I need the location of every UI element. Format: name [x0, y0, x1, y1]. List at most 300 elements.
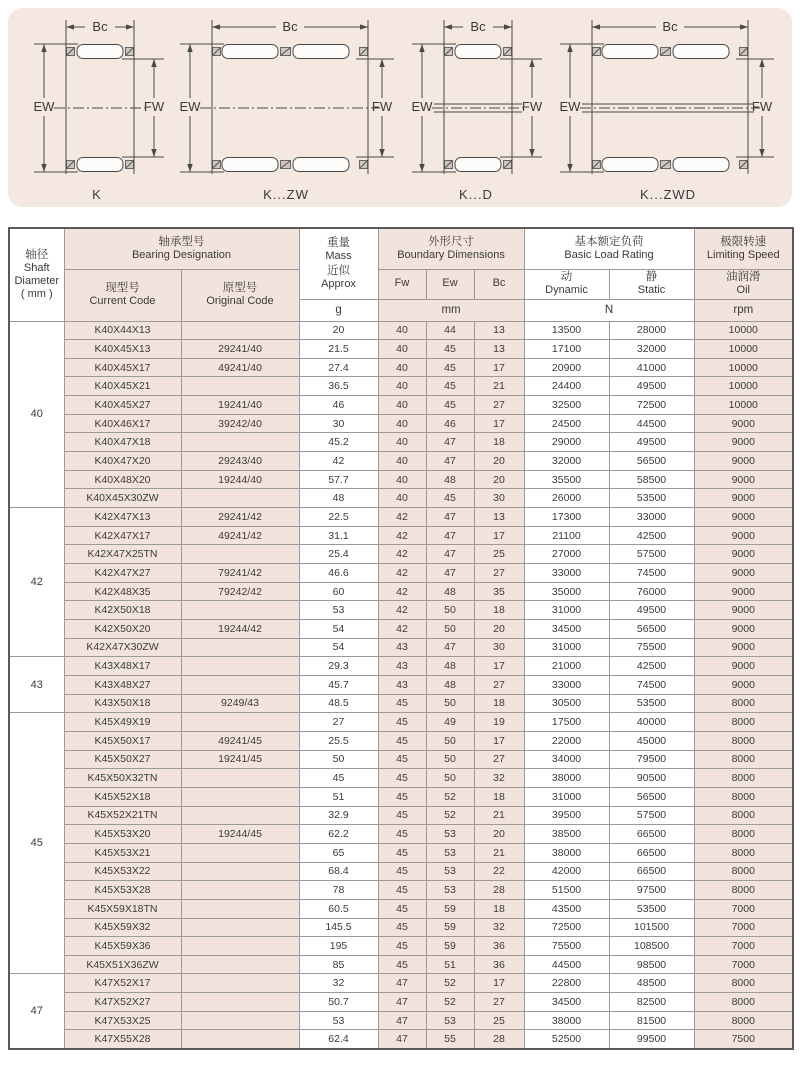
table-row	[9, 993, 793, 1012]
static-load-cell: 57500	[609, 545, 694, 564]
dynamic-load-cell: 30500	[524, 694, 609, 713]
header-bc: Bc	[474, 269, 524, 299]
fw-cell: 42	[378, 620, 426, 639]
fw-cell: 45	[378, 881, 426, 900]
dynamic-load-cell: 20900	[524, 358, 609, 377]
mass-cell: 62.2	[299, 825, 378, 844]
dynamic-load-cell: 34000	[524, 750, 609, 769]
mass-cell: 45	[299, 769, 378, 788]
original-code-cell: 29243/40	[181, 452, 299, 471]
mass-cell: 65	[299, 843, 378, 862]
bearing-table	[8, 227, 794, 1050]
dynamic-load-cell: 24500	[524, 414, 609, 433]
current-code-cell: K42X47X25TN	[64, 545, 181, 564]
limiting-speed-cell: 8000	[694, 862, 793, 881]
current-code-cell: K40X47X20	[64, 452, 181, 471]
limiting-speed-cell: 8000	[694, 993, 793, 1012]
dynamic-load-cell: 72500	[524, 918, 609, 937]
current-code-cell: K45X53X22	[64, 862, 181, 881]
diagram-caption: K...ZW	[263, 187, 309, 202]
original-code-cell	[181, 918, 299, 937]
mass-cell: 32.9	[299, 806, 378, 825]
fw-cell: 45	[378, 955, 426, 974]
current-code-cell: K40X45X13	[64, 340, 181, 359]
limiting-speed-cell: 8000	[694, 806, 793, 825]
current-code-cell: K40X45X17	[64, 358, 181, 377]
bc-cell: 27	[474, 396, 524, 415]
header-current-code: 现型号 Current Code	[64, 269, 181, 321]
ew-cell: 55	[426, 1030, 474, 1049]
header-static: 静 Static	[609, 269, 694, 299]
limiting-speed-cell: 9000	[694, 545, 793, 564]
dynamic-load-cell: 43500	[524, 899, 609, 918]
ew-cell: 46	[426, 414, 474, 433]
dynamic-load-cell: 17300	[524, 508, 609, 527]
original-code-cell: 49241/42	[181, 526, 299, 545]
ew-cell: 45	[426, 377, 474, 396]
static-load-cell: 82500	[609, 993, 694, 1012]
static-load-cell: 45000	[609, 731, 694, 750]
shaft-diameter-cell: 43	[9, 657, 64, 713]
dynamic-load-cell: 17100	[524, 340, 609, 359]
limiting-speed-cell: 10000	[694, 358, 793, 377]
original-code-cell	[181, 489, 299, 508]
limiting-speed-cell: 7000	[694, 937, 793, 956]
static-load-cell: 74500	[609, 564, 694, 583]
limiting-speed-cell: 8000	[694, 731, 793, 750]
mass-cell: 25.4	[299, 545, 378, 564]
dynamic-load-cell: 51500	[524, 881, 609, 900]
current-code-cell: K45X53X28	[64, 881, 181, 900]
fw-cell: 43	[378, 657, 426, 676]
limiting-speed-cell: 8000	[694, 825, 793, 844]
bc-cell: 18	[474, 694, 524, 713]
original-code-cell: 9249/43	[181, 694, 299, 713]
bc-cell: 36	[474, 955, 524, 974]
bc-cell: 20	[474, 620, 524, 639]
dynamic-load-cell: 34500	[524, 993, 609, 1012]
dynamic-load-cell: 75500	[524, 937, 609, 956]
original-code-cell: 49241/45	[181, 731, 299, 750]
fw-cell: 45	[378, 806, 426, 825]
dynamic-load-cell: 22800	[524, 974, 609, 993]
limiting-speed-cell: 9000	[694, 620, 793, 639]
current-code-cell: K45X49X19	[64, 713, 181, 732]
bc-cell: 20	[474, 825, 524, 844]
mass-cell: 21.5	[299, 340, 378, 359]
header-dynamic: 动 Dynamic	[524, 269, 609, 299]
limiting-speed-cell: 9000	[694, 489, 793, 508]
bc-cell: 17	[474, 526, 524, 545]
original-code-cell	[181, 881, 299, 900]
bc-cell: 20	[474, 470, 524, 489]
table-row	[9, 340, 793, 359]
dynamic-load-cell: 38000	[524, 1011, 609, 1030]
bc-cell: 17	[474, 731, 524, 750]
current-code-cell: K45X51X36ZW	[64, 955, 181, 974]
ew-cell: 45	[426, 340, 474, 359]
bearing-section-kzw-drawing	[172, 14, 400, 186]
table-row	[9, 881, 793, 900]
table-row	[9, 974, 793, 993]
original-code-cell: 19244/42	[181, 620, 299, 639]
ew-cell: 50	[426, 601, 474, 620]
dynamic-load-cell: 35500	[524, 470, 609, 489]
table-row	[9, 750, 793, 769]
static-load-cell: 53500	[609, 899, 694, 918]
mass-cell: 27.4	[299, 358, 378, 377]
original-code-cell	[181, 377, 299, 396]
table-row	[9, 899, 793, 918]
fw-cell: 40	[378, 489, 426, 508]
table-row	[9, 414, 793, 433]
static-load-cell: 32000	[609, 340, 694, 359]
current-code-cell: K40X45X27	[64, 396, 181, 415]
dim-label-bc: Bc	[282, 19, 298, 34]
figure-k-d	[400, 14, 552, 202]
current-code-cell: K40X45X30ZW	[64, 489, 181, 508]
static-load-cell: 66500	[609, 843, 694, 862]
ew-cell: 48	[426, 470, 474, 489]
mass-cell: 29.3	[299, 657, 378, 676]
mass-cell: 53	[299, 1011, 378, 1030]
original-code-cell	[181, 1030, 299, 1049]
limiting-speed-cell: 8000	[694, 974, 793, 993]
dynamic-load-cell: 22000	[524, 731, 609, 750]
current-code-cell: K45X50X17	[64, 731, 181, 750]
bc-cell: 21	[474, 806, 524, 825]
dynamic-load-cell: 17500	[524, 713, 609, 732]
dynamic-load-cell: 26000	[524, 489, 609, 508]
table-row	[9, 862, 793, 881]
static-load-cell: 42500	[609, 526, 694, 545]
dynamic-load-cell: 33000	[524, 564, 609, 583]
fw-cell: 45	[378, 825, 426, 844]
dynamic-load-cell: 29000	[524, 433, 609, 452]
fw-cell: 40	[378, 396, 426, 415]
original-code-cell	[181, 899, 299, 918]
original-code-cell: 19241/45	[181, 750, 299, 769]
ew-cell: 59	[426, 937, 474, 956]
dynamic-load-cell: 31000	[524, 638, 609, 657]
ew-cell: 47	[426, 526, 474, 545]
header-basic-load-rating: 基本额定负荷 Basic Load Rating	[524, 228, 694, 269]
table-row	[9, 694, 793, 713]
ew-cell: 48	[426, 657, 474, 676]
bc-cell: 32	[474, 769, 524, 788]
original-code-cell	[181, 657, 299, 676]
original-code-cell: 19244/45	[181, 825, 299, 844]
table-row	[9, 843, 793, 862]
current-code-cell: K40X45X21	[64, 377, 181, 396]
static-load-cell: 76000	[609, 582, 694, 601]
mass-cell: 27	[299, 713, 378, 732]
bc-cell: 25	[474, 545, 524, 564]
current-code-cell: K42X50X20	[64, 620, 181, 639]
current-code-cell: K42X47X27	[64, 564, 181, 583]
table-row	[9, 545, 793, 564]
header-oil: 油润滑 Oil	[694, 269, 793, 299]
table-row	[9, 825, 793, 844]
bc-cell: 13	[474, 321, 524, 340]
table-row	[9, 526, 793, 545]
fw-cell: 45	[378, 918, 426, 937]
limiting-speed-cell: 9000	[694, 414, 793, 433]
bc-cell: 17	[474, 414, 524, 433]
current-code-cell: K45X59X32	[64, 918, 181, 937]
table-row	[9, 1011, 793, 1030]
static-load-cell: 66500	[609, 825, 694, 844]
fw-cell: 40	[378, 358, 426, 377]
table-row	[9, 358, 793, 377]
fw-cell: 40	[378, 377, 426, 396]
mass-cell: 45.2	[299, 433, 378, 452]
bc-cell: 18	[474, 899, 524, 918]
bc-cell: 18	[474, 601, 524, 620]
fw-cell: 47	[378, 993, 426, 1012]
limiting-speed-cell: 9000	[694, 601, 793, 620]
bc-cell: 17	[474, 657, 524, 676]
fw-cell: 40	[378, 452, 426, 471]
current-code-cell: K43X50X18	[64, 694, 181, 713]
fw-cell: 40	[378, 414, 426, 433]
current-code-cell: K42X47X17	[64, 526, 181, 545]
dynamic-load-cell: 13500	[524, 321, 609, 340]
table-row	[9, 638, 793, 657]
table-row	[9, 713, 793, 732]
header-ew: Ew	[426, 269, 474, 299]
current-code-cell: K40X44X13	[64, 321, 181, 340]
mass-cell: 51	[299, 787, 378, 806]
bc-cell: 30	[474, 638, 524, 657]
table-row	[9, 396, 793, 415]
ew-cell: 45	[426, 489, 474, 508]
table-row	[9, 564, 793, 583]
limiting-speed-cell: 9000	[694, 470, 793, 489]
ew-cell: 52	[426, 806, 474, 825]
ew-cell: 47	[426, 545, 474, 564]
ew-cell: 53	[426, 825, 474, 844]
table-row	[9, 582, 793, 601]
mass-cell: 57.7	[299, 470, 378, 489]
original-code-cell	[181, 675, 299, 694]
ew-cell: 53	[426, 843, 474, 862]
mass-cell: 42	[299, 452, 378, 471]
dynamic-load-cell: 42000	[524, 862, 609, 881]
figure-k-zwd	[552, 14, 784, 202]
dynamic-load-cell: 27000	[524, 545, 609, 564]
limiting-speed-cell: 9000	[694, 452, 793, 471]
limiting-speed-cell: 8000	[694, 713, 793, 732]
mass-cell: 46.6	[299, 564, 378, 583]
bc-cell: 21	[474, 377, 524, 396]
figure-k-zw	[172, 14, 400, 202]
mass-cell: 20	[299, 321, 378, 340]
current-code-cell: K45X53X21	[64, 843, 181, 862]
limiting-speed-cell: 9000	[694, 433, 793, 452]
header-boundary-dimensions: 外形尺寸 Boundary Dimensions	[378, 228, 524, 269]
static-load-cell: 108500	[609, 937, 694, 956]
fw-cell: 45	[378, 769, 426, 788]
table-row	[9, 489, 793, 508]
original-code-cell: 79242/42	[181, 582, 299, 601]
table-row	[9, 601, 793, 620]
mass-cell: 46	[299, 396, 378, 415]
dim-label-ew: EW	[179, 99, 201, 114]
static-load-cell: 56500	[609, 620, 694, 639]
fw-cell: 47	[378, 974, 426, 993]
ew-cell: 53	[426, 862, 474, 881]
diagram-panel	[8, 8, 792, 207]
fw-cell: 42	[378, 601, 426, 620]
original-code-cell	[181, 769, 299, 788]
static-load-cell: 56500	[609, 787, 694, 806]
shaft-diameter-cell: 42	[9, 508, 64, 657]
original-code-cell: 39242/40	[181, 414, 299, 433]
fw-cell: 40	[378, 321, 426, 340]
dim-label-ew: EW	[411, 99, 433, 114]
limiting-speed-cell: 10000	[694, 377, 793, 396]
original-code-cell	[181, 545, 299, 564]
bc-cell: 32	[474, 918, 524, 937]
ew-cell: 45	[426, 358, 474, 377]
original-code-cell	[181, 843, 299, 862]
current-code-cell: K42X47X30ZW	[64, 638, 181, 657]
limiting-speed-cell: 8000	[694, 1011, 793, 1030]
table-row	[9, 321, 793, 340]
original-code-cell: 49241/40	[181, 358, 299, 377]
figure-k	[22, 14, 172, 202]
fw-cell: 45	[378, 713, 426, 732]
ew-cell: 49	[426, 713, 474, 732]
mass-cell: 30	[299, 414, 378, 433]
table-row	[9, 955, 793, 974]
bc-cell: 17	[474, 974, 524, 993]
ew-cell: 59	[426, 899, 474, 918]
fw-cell: 42	[378, 564, 426, 583]
limiting-speed-cell: 7000	[694, 918, 793, 937]
static-load-cell: 57500	[609, 806, 694, 825]
dim-label-bc: Bc	[470, 19, 486, 34]
ew-cell: 47	[426, 452, 474, 471]
current-code-cell: K40X47X18	[64, 433, 181, 452]
dynamic-load-cell: 33000	[524, 675, 609, 694]
shaft-diameter-cell: 40	[9, 321, 64, 508]
ew-cell: 52	[426, 787, 474, 806]
ew-cell: 50	[426, 620, 474, 639]
mass-cell: 62.4	[299, 1030, 378, 1049]
mass-cell: 78	[299, 881, 378, 900]
original-code-cell	[181, 713, 299, 732]
dynamic-load-cell: 24400	[524, 377, 609, 396]
fw-cell: 45	[378, 862, 426, 881]
current-code-cell: K47X53X25	[64, 1011, 181, 1030]
limiting-speed-cell: 8000	[694, 787, 793, 806]
ew-cell: 45	[426, 396, 474, 415]
fw-cell: 45	[378, 787, 426, 806]
ew-cell: 50	[426, 694, 474, 713]
mass-cell: 145.5	[299, 918, 378, 937]
bc-cell: 28	[474, 881, 524, 900]
limiting-speed-cell: 7000	[694, 955, 793, 974]
mass-cell: 50	[299, 750, 378, 769]
dynamic-load-cell: 31000	[524, 787, 609, 806]
static-load-cell: 33000	[609, 508, 694, 527]
static-load-cell: 49500	[609, 433, 694, 452]
dim-label-bc: Bc	[662, 19, 678, 34]
mass-cell: 85	[299, 955, 378, 974]
dynamic-load-cell: 31000	[524, 601, 609, 620]
header-bearing-designation: 轴承型号 Bearing Designation	[64, 228, 299, 269]
table-row	[9, 620, 793, 639]
bc-cell: 28	[474, 1030, 524, 1049]
table-row	[9, 1030, 793, 1049]
fw-cell: 42	[378, 526, 426, 545]
ew-cell: 44	[426, 321, 474, 340]
table-row	[9, 937, 793, 956]
static-load-cell: 48500	[609, 974, 694, 993]
original-code-cell: 29241/40	[181, 340, 299, 359]
bc-cell: 36	[474, 937, 524, 956]
dynamic-load-cell: 32500	[524, 396, 609, 415]
diagram-caption: K	[92, 187, 102, 202]
mass-cell: 48.5	[299, 694, 378, 713]
fw-cell: 47	[378, 1030, 426, 1049]
header-mass: 重量 Mass 近似 Approx	[299, 228, 378, 299]
bc-cell: 17	[474, 358, 524, 377]
dynamic-load-cell: 35000	[524, 582, 609, 601]
bc-cell: 27	[474, 564, 524, 583]
current-code-cell: K47X52X27	[64, 993, 181, 1012]
diagram-caption: K...ZWD	[639, 187, 697, 202]
limiting-speed-cell: 8000	[694, 881, 793, 900]
original-code-cell: 79241/42	[181, 564, 299, 583]
bc-cell: 35	[474, 582, 524, 601]
mass-cell: 60.5	[299, 899, 378, 918]
fw-cell: 40	[378, 433, 426, 452]
fw-cell: 45	[378, 899, 426, 918]
ew-cell: 47	[426, 638, 474, 657]
fw-cell: 42	[378, 508, 426, 527]
static-load-cell: 101500	[609, 918, 694, 937]
table-row	[9, 731, 793, 750]
bearing-section-kzwd-drawing	[552, 14, 784, 186]
ew-cell: 48	[426, 582, 474, 601]
limiting-speed-cell: 9000	[694, 657, 793, 676]
original-code-cell	[181, 806, 299, 825]
current-code-cell: K47X55X28	[64, 1030, 181, 1049]
table-row	[9, 470, 793, 489]
static-load-cell: 28000	[609, 321, 694, 340]
original-code-cell	[181, 638, 299, 657]
dynamic-load-cell: 21000	[524, 657, 609, 676]
dynamic-load-cell: 38500	[524, 825, 609, 844]
fw-cell: 45	[378, 937, 426, 956]
table-row	[9, 918, 793, 937]
bc-cell: 27	[474, 675, 524, 694]
original-code-cell	[181, 787, 299, 806]
ew-cell: 53	[426, 1011, 474, 1030]
static-load-cell: 79500	[609, 750, 694, 769]
fw-cell: 45	[378, 843, 426, 862]
limiting-speed-cell: 7500	[694, 1030, 793, 1049]
bc-cell: 13	[474, 508, 524, 527]
header-original-code: 原型号 Original Code	[181, 269, 299, 321]
static-load-cell: 53500	[609, 489, 694, 508]
original-code-cell: 19241/40	[181, 396, 299, 415]
dynamic-load-cell: 32000	[524, 452, 609, 471]
original-code-cell	[181, 321, 299, 340]
